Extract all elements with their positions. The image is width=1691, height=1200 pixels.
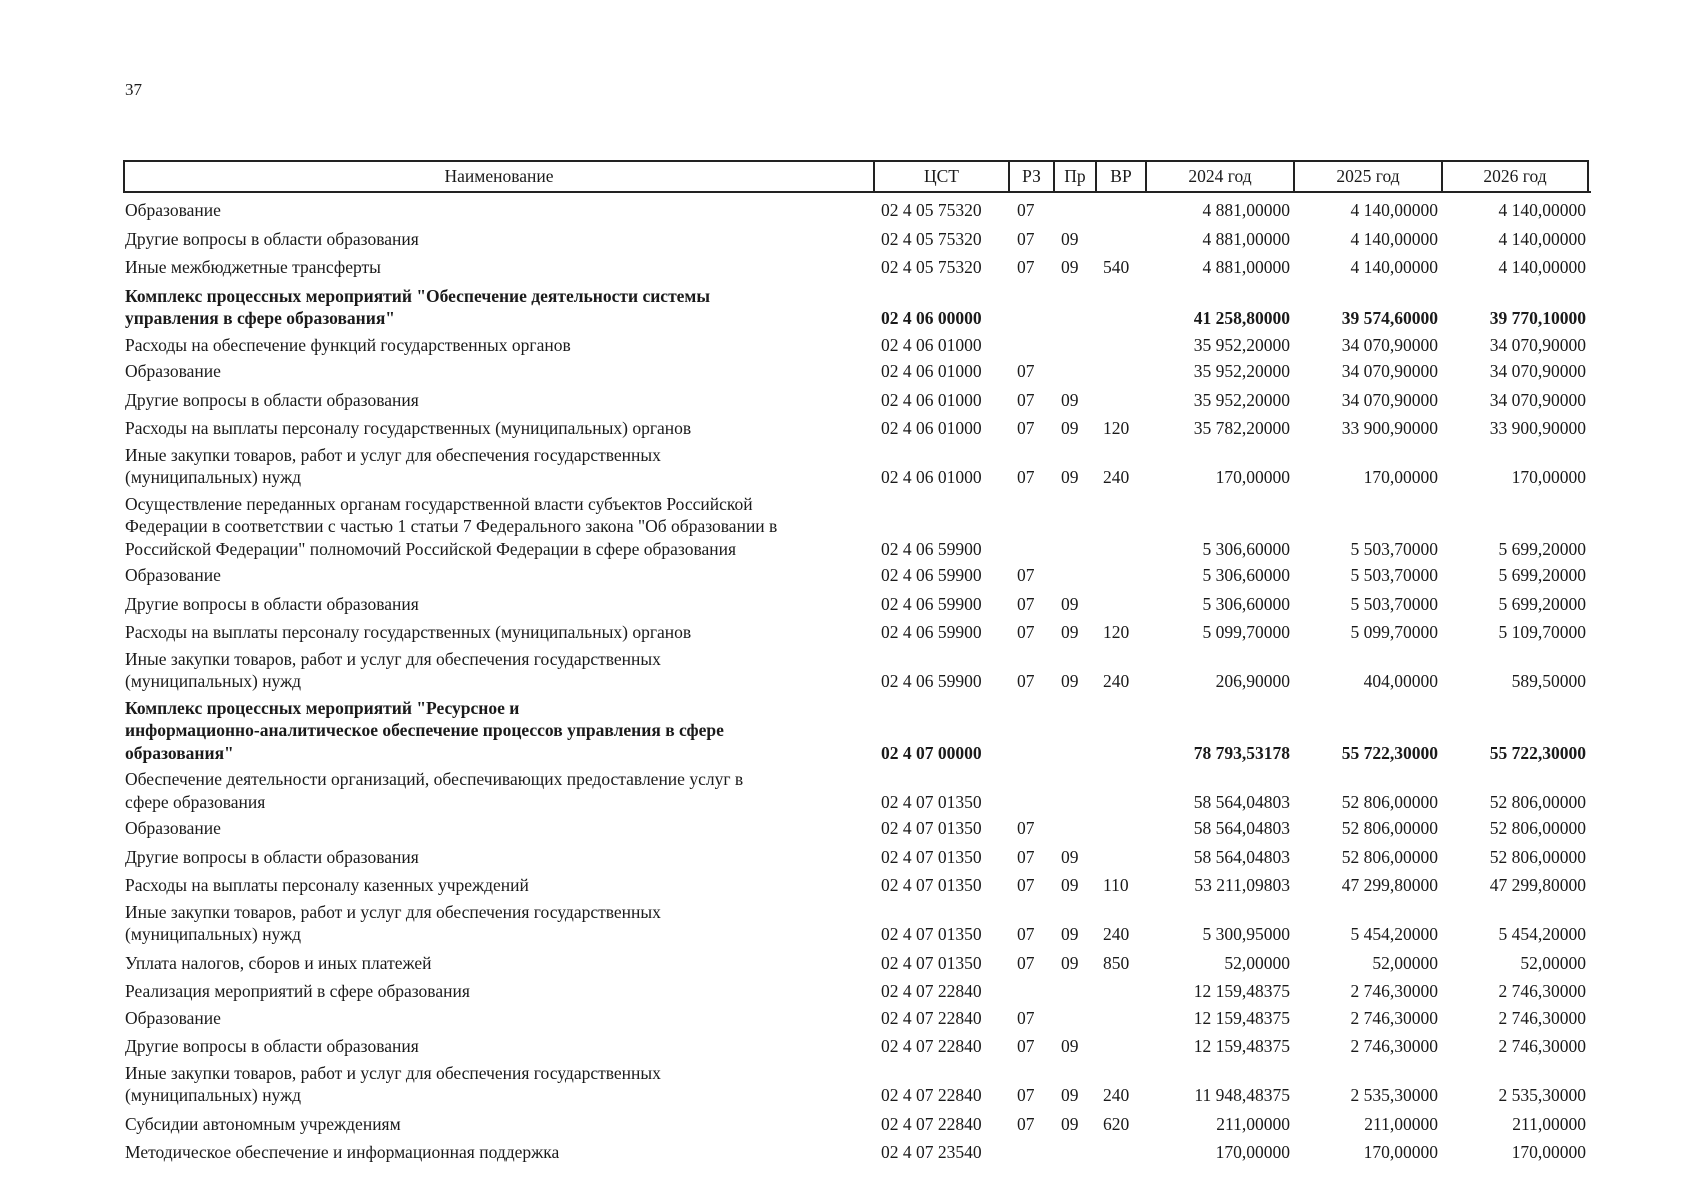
row-value-2024: 58 564,04803 [1193, 818, 1290, 838]
row-pr: 09 [1061, 924, 1079, 944]
row-rz: 07 [1017, 200, 1035, 220]
row-value-2025: 34 070,90000 [1341, 334, 1438, 355]
table-row [123, 285, 1591, 332]
row-value-2024: 58 564,04803 [1193, 791, 1290, 812]
table-row [123, 1141, 1591, 1166]
row-pr [1053, 356, 1095, 358]
table-body [123, 199, 1591, 1166]
row-value-2025: 34 070,90000 [1341, 361, 1438, 381]
header-pr: Пр [1053, 160, 1095, 191]
table-row [123, 199, 1591, 224]
row-value-2024: 12 159,48375 [1193, 981, 1290, 1001]
row-cst: 02 4 06 01000 [881, 361, 982, 381]
table-row [123, 768, 1591, 815]
row-vr [1095, 587, 1145, 589]
row-cst: 02 4 07 01350 [881, 846, 982, 867]
row-value-2025: 211,00000 [1364, 1113, 1438, 1134]
row-vr [1095, 840, 1145, 842]
row-value-2025: 2 746,30000 [1350, 981, 1438, 1001]
row-name-line: Иные закупки товаров, работ и услуг для обеспечения государственных [125, 648, 661, 669]
row-value-2025: 52,00000 [1372, 952, 1438, 973]
row-rz: 07 [1017, 1113, 1035, 1134]
row-name [123, 493, 873, 563]
row-value-2026: 589,50000 [1511, 671, 1586, 691]
row-vr: 620 [1103, 1113, 1130, 1134]
row-value-2024: 12 159,48375 [1193, 1036, 1290, 1056]
row-name-line: Расходы на выплаты персоналу государственных (муниципальных) органов [125, 622, 692, 642]
row-cst: 02 4 06 59900 [881, 622, 982, 642]
table-row [123, 1007, 1591, 1032]
row-vr: 850 [1103, 952, 1130, 973]
row-vr [1095, 250, 1145, 252]
row-rz [1008, 330, 1053, 332]
row-name [123, 1007, 873, 1032]
row-value-2024: 52,00000 [1224, 952, 1290, 973]
budget-table [123, 160, 1591, 1166]
row-value-2026: 34 070,90000 [1489, 334, 1586, 355]
row-name-line: Расходы на выплаты персоналу государственных (муниципальных) органов [125, 418, 692, 438]
row-vr [1095, 411, 1145, 413]
row-name-line: Расходы на выплаты персоналу казенных учреждений [125, 875, 529, 895]
row-value-2026: 2 746,30000 [1498, 1036, 1586, 1056]
row-rz [1008, 356, 1053, 358]
row-name-line: Образование [125, 200, 221, 220]
row-pr: 09 [1061, 467, 1079, 487]
row-value-2025: 4 140,00000 [1350, 200, 1438, 220]
row-rz [1008, 764, 1053, 766]
table-row [123, 952, 1591, 977]
row-name-line: Другие вопросы в области образования [125, 1036, 419, 1056]
row-cst: 02 4 06 01000 [881, 334, 982, 355]
row-rz: 07 [1017, 875, 1035, 895]
row-rz: 07 [1017, 1036, 1035, 1056]
row-value-2026: 52 806,00000 [1489, 791, 1586, 812]
row-vr [1095, 330, 1145, 332]
row-cst: 02 4 06 59900 [881, 671, 982, 691]
row-value-2024: 5 306,60000 [1202, 593, 1290, 614]
header-cst: ЦСТ [873, 160, 1008, 191]
row-name [123, 564, 873, 589]
row-cst: 02 4 06 01000 [881, 389, 982, 410]
row-name [123, 980, 873, 1005]
row-name-line: Образование [125, 1007, 221, 1028]
row-vr [1095, 222, 1145, 224]
row-value-2026: 55 722,30000 [1489, 742, 1586, 763]
row-name-line: управления в сфере образования" [125, 308, 396, 328]
row-name-line: Российской Федерации" полномочий Российской Федерации в сфере образования [125, 538, 737, 559]
row-name [123, 1113, 873, 1138]
row-pr: 09 [1061, 846, 1079, 867]
table-row [123, 874, 1591, 899]
header-2024: 2024 год [1145, 160, 1293, 191]
table-row [123, 817, 1591, 842]
row-cst: 02 4 06 59900 [881, 538, 982, 559]
header-name: Наименование [123, 160, 873, 191]
row-value-2024: 4 881,00000 [1202, 228, 1290, 249]
row-name [123, 1062, 873, 1109]
row-value-2025: 55 722,30000 [1341, 742, 1438, 763]
row-value-2025: 47 299,80000 [1341, 875, 1438, 895]
row-pr: 09 [1061, 671, 1079, 691]
table-row [123, 593, 1591, 618]
row-value-2024: 35 782,20000 [1193, 418, 1290, 438]
row-cst: 02 4 07 22840 [881, 1036, 982, 1056]
row-pr [1053, 1003, 1095, 1005]
row-value-2025: 52 806,00000 [1341, 818, 1438, 838]
row-rz: 07 [1017, 671, 1035, 691]
row-value-2026: 211,00000 [1512, 1113, 1586, 1134]
row-rz [1008, 813, 1053, 815]
row-value-2024: 170,00000 [1215, 1142, 1290, 1162]
row-name [123, 199, 873, 224]
row-value-2025: 4 140,00000 [1350, 257, 1438, 277]
row-vr: 240 [1103, 671, 1130, 691]
row-rz: 07 [1017, 924, 1035, 944]
table-row [123, 360, 1591, 385]
row-name [123, 768, 873, 815]
row-name-line: информационно-аналитическое обеспечение процессов управления в сфере [125, 720, 724, 740]
row-value-2026: 5 454,20000 [1498, 924, 1586, 944]
row-name [123, 285, 873, 332]
row-name-line: Комплекс процессных мероприятий "Обеспечение деятельности системы [125, 285, 711, 306]
row-vr [1095, 356, 1145, 358]
row-vr: 120 [1103, 622, 1130, 642]
table-row [123, 334, 1591, 359]
row-name-line: Обеспечение деятельности организаций, обеспечивающих предоставление услуг в [125, 769, 744, 789]
row-pr: 09 [1061, 622, 1079, 642]
row-value-2024: 53 211,09803 [1194, 875, 1290, 895]
row-name-line: образования" [125, 742, 234, 763]
row-name-line: Другие вопросы в области образования [125, 389, 419, 410]
table-row [123, 444, 1591, 491]
row-pr [1053, 560, 1095, 562]
row-name [123, 360, 873, 385]
row-value-2024: 4 881,00000 [1202, 200, 1290, 220]
row-vr [1095, 1029, 1145, 1031]
row-name [123, 1141, 873, 1166]
row-cst: 02 4 07 01350 [881, 818, 982, 838]
row-value-2026: 34 070,90000 [1489, 389, 1586, 410]
row-rz: 07 [1017, 418, 1035, 438]
row-name-line: Образование [125, 361, 221, 381]
row-value-2026: 4 140,00000 [1498, 228, 1586, 249]
row-value-2024: 4 881,00000 [1202, 257, 1290, 277]
row-pr [1053, 1029, 1095, 1031]
row-value-2026: 2 746,30000 [1498, 1007, 1586, 1028]
row-name-line: Иные закупки товаров, работ и услуг для обеспечения государственных [125, 444, 661, 465]
table-row [123, 846, 1591, 871]
row-name [123, 817, 873, 842]
table-row [123, 648, 1591, 695]
row-cst: 02 4 07 22840 [881, 1007, 982, 1028]
row-name-line: сфере образования [125, 791, 266, 812]
table-row [123, 564, 1591, 589]
row-name-line: Комплекс процессных мероприятий "Ресурсное и [125, 697, 520, 718]
row-value-2024: 5 306,60000 [1202, 538, 1290, 559]
row-rz [1008, 1003, 1053, 1005]
row-value-2026: 2 535,30000 [1498, 1085, 1586, 1105]
row-value-2026: 34 070,90000 [1489, 361, 1586, 381]
row-rz: 07 [1017, 467, 1035, 487]
row-value-2026: 5 699,20000 [1498, 538, 1586, 559]
row-value-2024: 35 952,20000 [1193, 334, 1290, 355]
row-name-line: Иные межбюджетные трансферты [125, 257, 381, 277]
table-row [123, 621, 1591, 646]
row-pr: 09 [1061, 418, 1079, 438]
row-rz: 07 [1017, 361, 1035, 381]
row-pr [1053, 330, 1095, 332]
row-name [123, 256, 873, 281]
row-vr [1095, 615, 1145, 617]
row-name-line: (муниципальных) нужд [125, 1085, 302, 1105]
row-rz: 07 [1017, 846, 1035, 867]
row-cst: 02 4 06 00000 [881, 308, 982, 328]
row-name-line: Субсидии автономным учреждениям [125, 1113, 401, 1134]
row-name [123, 593, 873, 618]
row-name [123, 334, 873, 359]
row-name-line: Другие вопросы в области образования [125, 228, 419, 249]
table-row [123, 228, 1591, 253]
row-vr [1095, 1003, 1145, 1005]
page-number: 37 [125, 80, 142, 99]
row-name-line: (муниципальных) нужд [125, 467, 302, 487]
row-name-line: Расходы на обеспечение функций государственных органов [125, 334, 571, 355]
row-cst: 02 4 05 75320 [881, 228, 982, 249]
row-value-2026: 47 299,80000 [1489, 875, 1586, 895]
row-pr: 09 [1061, 1113, 1079, 1134]
row-value-2024: 206,90000 [1215, 671, 1290, 691]
row-rz: 07 [1017, 593, 1035, 614]
row-cst: 02 4 07 22840 [881, 1113, 982, 1134]
table-row [123, 1062, 1591, 1109]
row-value-2025: 33 900,90000 [1341, 418, 1438, 438]
row-name-line: Образование [125, 818, 221, 838]
row-name [123, 952, 873, 977]
row-cst: 02 4 05 75320 [881, 257, 982, 277]
row-pr [1053, 764, 1095, 766]
row-vr [1095, 764, 1145, 766]
table-header [123, 160, 1591, 193]
row-name-line: Реализация мероприятий в сфере образования [125, 981, 470, 1001]
row-value-2026: 52 806,00000 [1489, 846, 1586, 867]
row-pr [1053, 840, 1095, 842]
row-value-2025: 404,00000 [1363, 671, 1438, 691]
row-value-2025: 34 070,90000 [1341, 389, 1438, 410]
row-rz: 07 [1017, 389, 1035, 410]
row-pr: 09 [1061, 1036, 1079, 1056]
row-pr [1053, 587, 1095, 589]
row-name [123, 648, 873, 695]
row-value-2026: 4 140,00000 [1498, 200, 1586, 220]
table-row [123, 1035, 1591, 1060]
row-rz: 07 [1017, 622, 1035, 642]
row-name [123, 228, 873, 253]
row-name-line: Методическое обеспечение и информационная поддержка [125, 1142, 560, 1162]
row-value-2024: 35 952,20000 [1193, 389, 1290, 410]
row-name [123, 389, 873, 414]
row-name [123, 621, 873, 646]
row-value-2026: 170,00000 [1511, 467, 1586, 487]
row-value-2025: 5 503,70000 [1350, 593, 1438, 614]
row-vr: 240 [1103, 467, 1130, 487]
row-value-2025: 39 574,60000 [1341, 308, 1438, 328]
row-name-line: (муниципальных) нужд [125, 924, 302, 944]
row-cst: 02 4 06 59900 [881, 565, 982, 585]
row-name-line: Другие вопросы в области образования [125, 846, 419, 867]
table-row [123, 256, 1591, 281]
row-rz [1008, 1164, 1053, 1166]
row-rz: 07 [1017, 818, 1035, 838]
row-value-2025: 2 746,30000 [1350, 1007, 1438, 1028]
row-value-2026: 4 140,00000 [1498, 257, 1586, 277]
row-value-2025: 52 806,00000 [1341, 846, 1438, 867]
row-rz: 07 [1017, 952, 1035, 973]
row-vr [1095, 383, 1145, 385]
row-pr: 09 [1061, 593, 1079, 614]
table-row [123, 980, 1591, 1005]
row-value-2025: 5 454,20000 [1350, 924, 1438, 944]
row-vr: 540 [1103, 257, 1130, 277]
row-value-2024: 58 564,04803 [1193, 846, 1290, 867]
row-cst: 02 4 07 23540 [881, 1142, 982, 1162]
row-name [123, 901, 873, 948]
row-value-2026: 52 806,00000 [1489, 818, 1586, 838]
row-pr: 09 [1061, 1085, 1079, 1105]
row-name-line: Образование [125, 565, 221, 585]
row-pr: 09 [1061, 875, 1079, 895]
row-value-2025: 170,00000 [1363, 1142, 1438, 1162]
row-cst: 02 4 06 59900 [881, 593, 982, 614]
row-rz: 07 [1017, 565, 1035, 585]
row-cst: 02 4 07 22840 [881, 1085, 982, 1105]
row-pr: 09 [1061, 389, 1079, 410]
row-pr: 09 [1061, 228, 1079, 249]
table-row [123, 697, 1591, 767]
table-row [123, 389, 1591, 414]
row-name [123, 874, 873, 899]
row-vr [1095, 868, 1145, 870]
row-cst: 02 4 07 01350 [881, 791, 982, 812]
row-name [123, 846, 873, 871]
header-vr: ВР [1095, 160, 1145, 191]
row-cst: 02 4 07 01350 [881, 875, 982, 895]
row-cst: 02 4 05 75320 [881, 200, 982, 220]
row-name-line: Осуществление переданных органам государственной власти субъектов Российской [125, 493, 753, 514]
row-pr: 09 [1061, 257, 1079, 277]
row-rz: 07 [1017, 257, 1035, 277]
row-name [123, 444, 873, 491]
row-value-2025: 5 503,70000 [1350, 565, 1438, 585]
row-pr [1053, 1164, 1095, 1166]
row-value-2024: 12 159,48375 [1193, 1007, 1290, 1028]
row-value-2026: 5 699,20000 [1498, 593, 1586, 614]
row-value-2024: 211,00000 [1216, 1113, 1290, 1134]
row-pr [1053, 222, 1095, 224]
row-value-2025: 4 140,00000 [1350, 228, 1438, 249]
row-name-line: (муниципальных) нужд [125, 671, 302, 691]
row-value-2024: 11 948,48375 [1194, 1085, 1290, 1105]
row-value-2026: 170,00000 [1511, 1142, 1586, 1162]
row-vr: 240 [1103, 924, 1130, 944]
row-name [123, 1035, 873, 1060]
row-value-2024: 170,00000 [1215, 467, 1290, 487]
row-cst: 02 4 07 01350 [881, 952, 982, 973]
row-value-2026: 5 699,20000 [1498, 565, 1586, 585]
row-vr: 240 [1103, 1085, 1130, 1105]
row-value-2025: 2 746,30000 [1350, 1036, 1438, 1056]
row-vr [1095, 560, 1145, 562]
row-name [123, 697, 873, 767]
row-value-2025: 5 503,70000 [1350, 538, 1438, 559]
table-row [123, 901, 1591, 948]
row-name-line: Иные закупки товаров, работ и услуг для обеспечения государственных [125, 1062, 661, 1083]
row-value-2026: 5 109,70000 [1498, 622, 1586, 642]
table-row [123, 1113, 1591, 1138]
row-vr [1095, 813, 1145, 815]
row-value-2024: 5 300,95000 [1202, 924, 1290, 944]
row-value-2024: 35 952,20000 [1193, 361, 1290, 381]
row-name-line: Уплата налогов, сборов и иных платежей [125, 952, 432, 973]
row-rz: 07 [1017, 1007, 1035, 1028]
row-cst: 02 4 07 01350 [881, 924, 982, 944]
header-2026: 2026 год [1441, 160, 1589, 191]
row-name-line: Федерации в соответствии с частью 1 статьи 7 Федерального закона "Об образовании в [125, 516, 778, 536]
row-value-2024: 78 793,53178 [1193, 742, 1290, 763]
row-name-line: Другие вопросы в области образования [125, 593, 419, 614]
row-vr: 110 [1103, 875, 1129, 895]
row-value-2026: 33 900,90000 [1489, 418, 1586, 438]
row-name [123, 417, 873, 442]
row-cst: 02 4 06 01000 [881, 467, 982, 487]
row-vr [1095, 1058, 1145, 1060]
row-rz: 07 [1017, 228, 1035, 249]
row-value-2024: 41 258,80000 [1193, 308, 1290, 328]
row-pr [1053, 813, 1095, 815]
row-value-2024: 5 099,70000 [1202, 622, 1290, 642]
row-value-2024: 5 306,60000 [1202, 565, 1290, 585]
header-rz: РЗ [1008, 160, 1053, 191]
header-2025: 2025 год [1293, 160, 1441, 191]
row-value-2025: 170,00000 [1363, 467, 1438, 487]
row-pr: 09 [1061, 952, 1079, 973]
table-row [123, 417, 1591, 442]
row-value-2025: 52 806,00000 [1341, 791, 1438, 812]
row-value-2025: 5 099,70000 [1350, 622, 1438, 642]
row-value-2026: 52,00000 [1520, 952, 1586, 973]
row-value-2026: 2 746,30000 [1498, 981, 1586, 1001]
row-cst: 02 4 06 01000 [881, 418, 982, 438]
row-cst: 02 4 07 00000 [881, 742, 982, 763]
row-vr: 120 [1103, 418, 1130, 438]
row-value-2026: 39 770,10000 [1489, 308, 1586, 328]
row-vr [1095, 1164, 1145, 1166]
row-pr [1053, 383, 1095, 385]
row-rz [1008, 560, 1053, 562]
row-value-2025: 2 535,30000 [1350, 1085, 1438, 1105]
row-rz: 07 [1017, 1085, 1035, 1105]
row-cst: 02 4 07 22840 [881, 981, 982, 1001]
row-name-line: Иные закупки товаров, работ и услуг для обеспечения государственных [125, 901, 661, 922]
table-row [123, 493, 1591, 563]
